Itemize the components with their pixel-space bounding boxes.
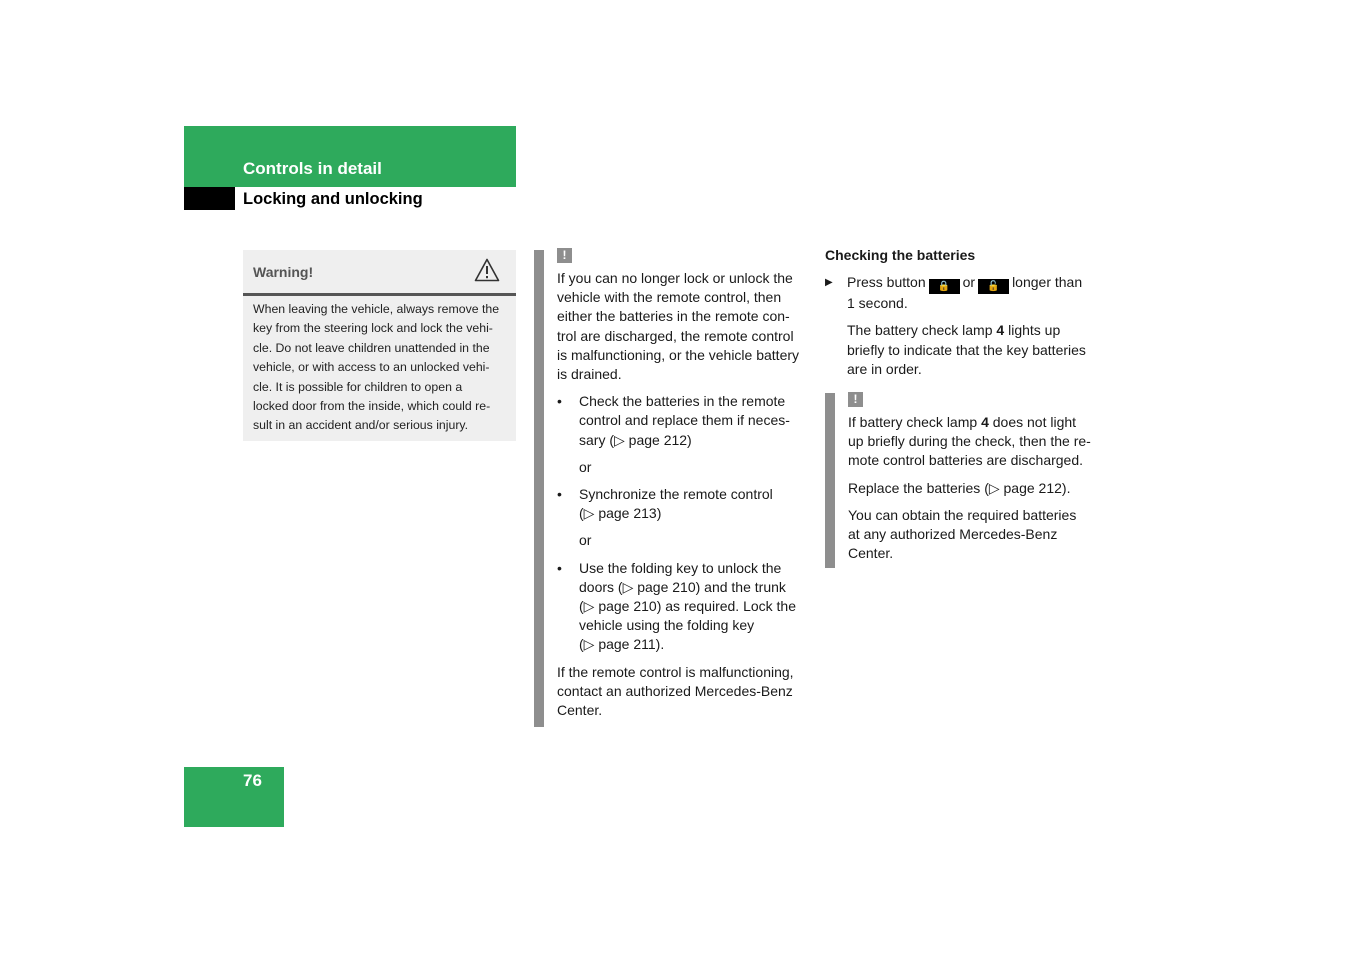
- bullet-dot: •: [557, 559, 562, 576]
- text-line: vehicle with the remote control, then: [557, 289, 782, 306]
- warning-line: When leaving the vehicle, always remove the: [253, 302, 500, 316]
- warning-line: vehicle, or with access to an unlocked vehi-: [253, 360, 490, 375]
- warning-triangle-icon: [474, 258, 500, 282]
- replace-batteries-text: Replace the batteries (▷ page 212).: [848, 479, 1071, 496]
- note-intro: [557, 269, 811, 384]
- warning-text: [253, 300, 511, 436]
- text-line: If you can no longer lock or unlock the: [557, 270, 793, 286]
- warning-line: locked door from the inside, which could re-: [253, 399, 491, 414]
- check-result: The battery check lamp 4 lights up briefly to indicate that the key batteries are in order.: [847, 322, 1086, 377]
- exclamation-icon: !: [557, 248, 572, 263]
- lamp-number: 4: [981, 414, 989, 430]
- checking-batteries-section: [825, 246, 1105, 379]
- or-separator: or: [579, 532, 592, 549]
- note-text: If battery check lamp 4 does not light up briefly during the check, then the re- mote control batteries are discharged.: [848, 414, 1091, 469]
- unlock-icon: 🔓: [978, 279, 1009, 294]
- list-item: • Use the folding key to unlock the doors (▷ page 210) and the trunk (▷ page 210) as required. Lock the vehicle using the folding key (▷ page 211).: [557, 559, 797, 653]
- step-arrow-icon: ▶: [825, 277, 833, 289]
- lamp-number: 4: [996, 322, 1005, 339]
- warning-title: Warning!: [253, 264, 314, 280]
- page-number: 76: [243, 771, 262, 790]
- warning-header: [243, 250, 516, 296]
- warning-line: cle. It is possible for children to open a: [253, 379, 463, 394]
- section-title: Controls in detail: [243, 159, 382, 178]
- list-item: • Check the batteries in the remote control and replace them if neces- sary (▷ page 212): [557, 393, 790, 448]
- instruction-step: ▶ Press button 🔒 or 🔓 longer than 1 second.: [825, 274, 1083, 312]
- lock-icon: 🔒: [929, 279, 960, 294]
- or-separator: or: [579, 458, 592, 475]
- note-remote-control: [557, 248, 811, 720]
- warning-line: key from the steering lock and lock the vehi-: [253, 321, 493, 336]
- warning-line: cle. Do not leave children unattended in the: [253, 340, 490, 355]
- bullet-dot: •: [557, 393, 562, 410]
- text-line: is drained.: [557, 366, 622, 383]
- obtain-batteries-text: You can obtain the required batteries at any authorized Mercedes-Benz Center.: [848, 506, 1077, 562]
- bullet-dot: •: [557, 486, 562, 503]
- note-outro: If the remote control is malfunctioning, contact an authorized Mercedes-Benz Center.: [557, 663, 794, 719]
- warning-box: [243, 250, 516, 441]
- page-number-box: [184, 767, 284, 827]
- text-line: either the batteries in the remote con-: [557, 308, 790, 325]
- text-line: is malfunctioning, or the vehicle battery: [557, 346, 800, 363]
- note-battery-check: [848, 392, 1110, 563]
- section-heading: Checking the batteries: [825, 247, 976, 263]
- list-item: • Synchronize the remote control (▷ page 213): [557, 486, 773, 522]
- warning-line: sult in an accident and/or serious injury.: [253, 418, 469, 433]
- subsection-title: Locking and unlocking: [243, 190, 423, 208]
- note-sidebar: [534, 250, 544, 727]
- exclamation-icon: !: [848, 392, 863, 407]
- text-line: trol are discharged, the remote control: [557, 327, 794, 344]
- section-tab-marker: [184, 187, 235, 210]
- note-sidebar: [825, 393, 835, 568]
